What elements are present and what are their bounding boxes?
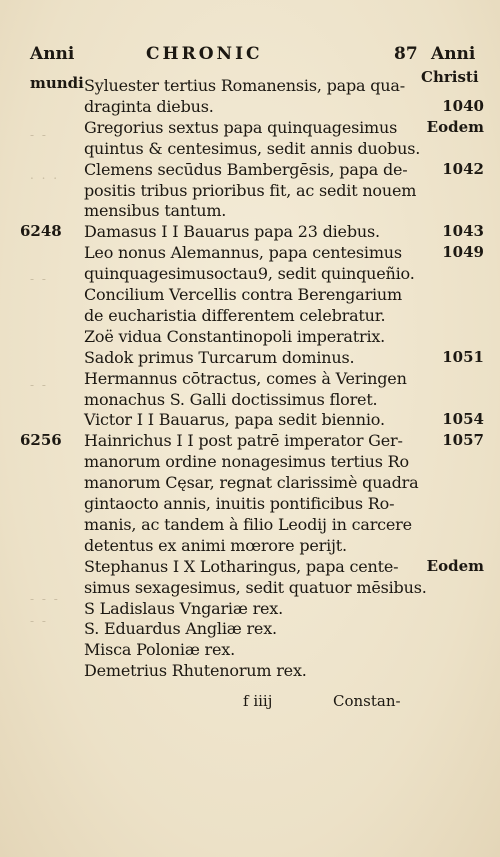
- text-line: detentus ex animi mœrore perijt.: [84, 535, 347, 555]
- text-line: gintaocto annis, inuitis pontificibus Ro-: [84, 494, 395, 513]
- header-anni-mundi: Anni: [30, 44, 75, 64]
- text-line: manorum ordine nonagesimus tertius Ro: [84, 452, 409, 472]
- text-line: manis, ac tandem à filio Leodij in carcere: [84, 514, 412, 534]
- margin-label-mundi: mundi: [30, 74, 84, 92]
- text-line: Stephanus I X Lotharingus, papa cente-: [84, 556, 399, 576]
- signature-mark: f iiij: [243, 692, 273, 710]
- text-line: de eucharistia differentem celebratur.: [84, 305, 386, 325]
- text-line: Victor I I Bauarus, papa sedit biennio.: [84, 410, 385, 430]
- bleed-through-mark: . . .: [30, 168, 60, 182]
- text-line: quinquagesimusoctau9, sedit quinqueñio.: [84, 264, 415, 284]
- bleed-through-mark: - -: [30, 128, 48, 142]
- anno-mundi-year: 6256: [20, 431, 62, 450]
- text-line: mensibus tantum.: [84, 201, 227, 221]
- anno-christi-year: Eodem: [426, 556, 484, 575]
- text-line: manorum Cęsar, regnat clarissimè quadra: [84, 473, 419, 493]
- text-line: Sadok primus Turcarum dominus.: [84, 347, 355, 367]
- anno-christi-year: 1040: [442, 96, 484, 115]
- anno-christi-year: Eodem: [426, 117, 484, 136]
- text-line: Syluester tertius Romanensis, papa qua-: [84, 76, 405, 95]
- page-number: 87: [394, 44, 418, 64]
- text-line: Clemens secūdus Bambergēsis, papa de-: [84, 159, 408, 179]
- text-line: Gregorius sextus papa quinquagesimus: [84, 117, 398, 137]
- margin-label-christi: Christi: [421, 68, 479, 86]
- anno-christi-year: 1057: [442, 431, 484, 450]
- text-line: Zoë vidua Constantinopoli imperatrix.: [84, 326, 386, 346]
- text-line: Damasus I I Bauarus papa 23 diebus.: [84, 222, 380, 242]
- text-line: S. Eduardus Angliæ rex.: [84, 619, 277, 639]
- text-line: S Ladislaus Vngariæ rex.: [84, 598, 283, 618]
- text-line: Hermannus cōtractus, comes à Veringen: [84, 368, 407, 388]
- text-line: Leo nonus Alemannus, papa centesimus: [84, 243, 402, 263]
- bleed-through-mark: - -: [30, 614, 48, 628]
- catchword: Constan-: [333, 692, 401, 710]
- text-line: draginta diebus.: [84, 96, 214, 116]
- anno-mundi-year: 6248: [20, 222, 62, 241]
- bleed-through-mark: - -: [30, 272, 48, 286]
- bleed-through-mark: - -: [30, 378, 48, 392]
- anno-christi-year: 1042: [442, 159, 484, 178]
- anno-christi-year: 1054: [442, 410, 484, 429]
- text-line: quintus & centesimus, sedit annis duobus.: [84, 138, 421, 158]
- text-line: Demetrius Rhutenorum rex.: [84, 661, 307, 681]
- anno-christi-year: 1043: [442, 222, 484, 241]
- text-line: Concilium Vercellis contra Berengarium: [84, 285, 403, 304]
- text-line: positis tribus prioribus fit, ac sedit nouem: [84, 180, 417, 200]
- text-line: Misca Poloniæ rex.: [84, 640, 235, 660]
- text-line: Hainrichus I I post patrē imperator Ger-: [84, 431, 403, 451]
- text-line: monachus S. Galli doctissimus floret.: [84, 389, 378, 409]
- running-title: CHRONIC: [146, 44, 263, 64]
- text-line: simus sexagesimus, sedit quatuor mēsibus.: [84, 577, 427, 597]
- anno-christi-year: 1049: [442, 243, 484, 262]
- anno-christi-year: 1051: [442, 347, 484, 366]
- bleed-through-mark: - - -: [30, 592, 60, 606]
- header-anni-christi: Anni: [431, 44, 476, 64]
